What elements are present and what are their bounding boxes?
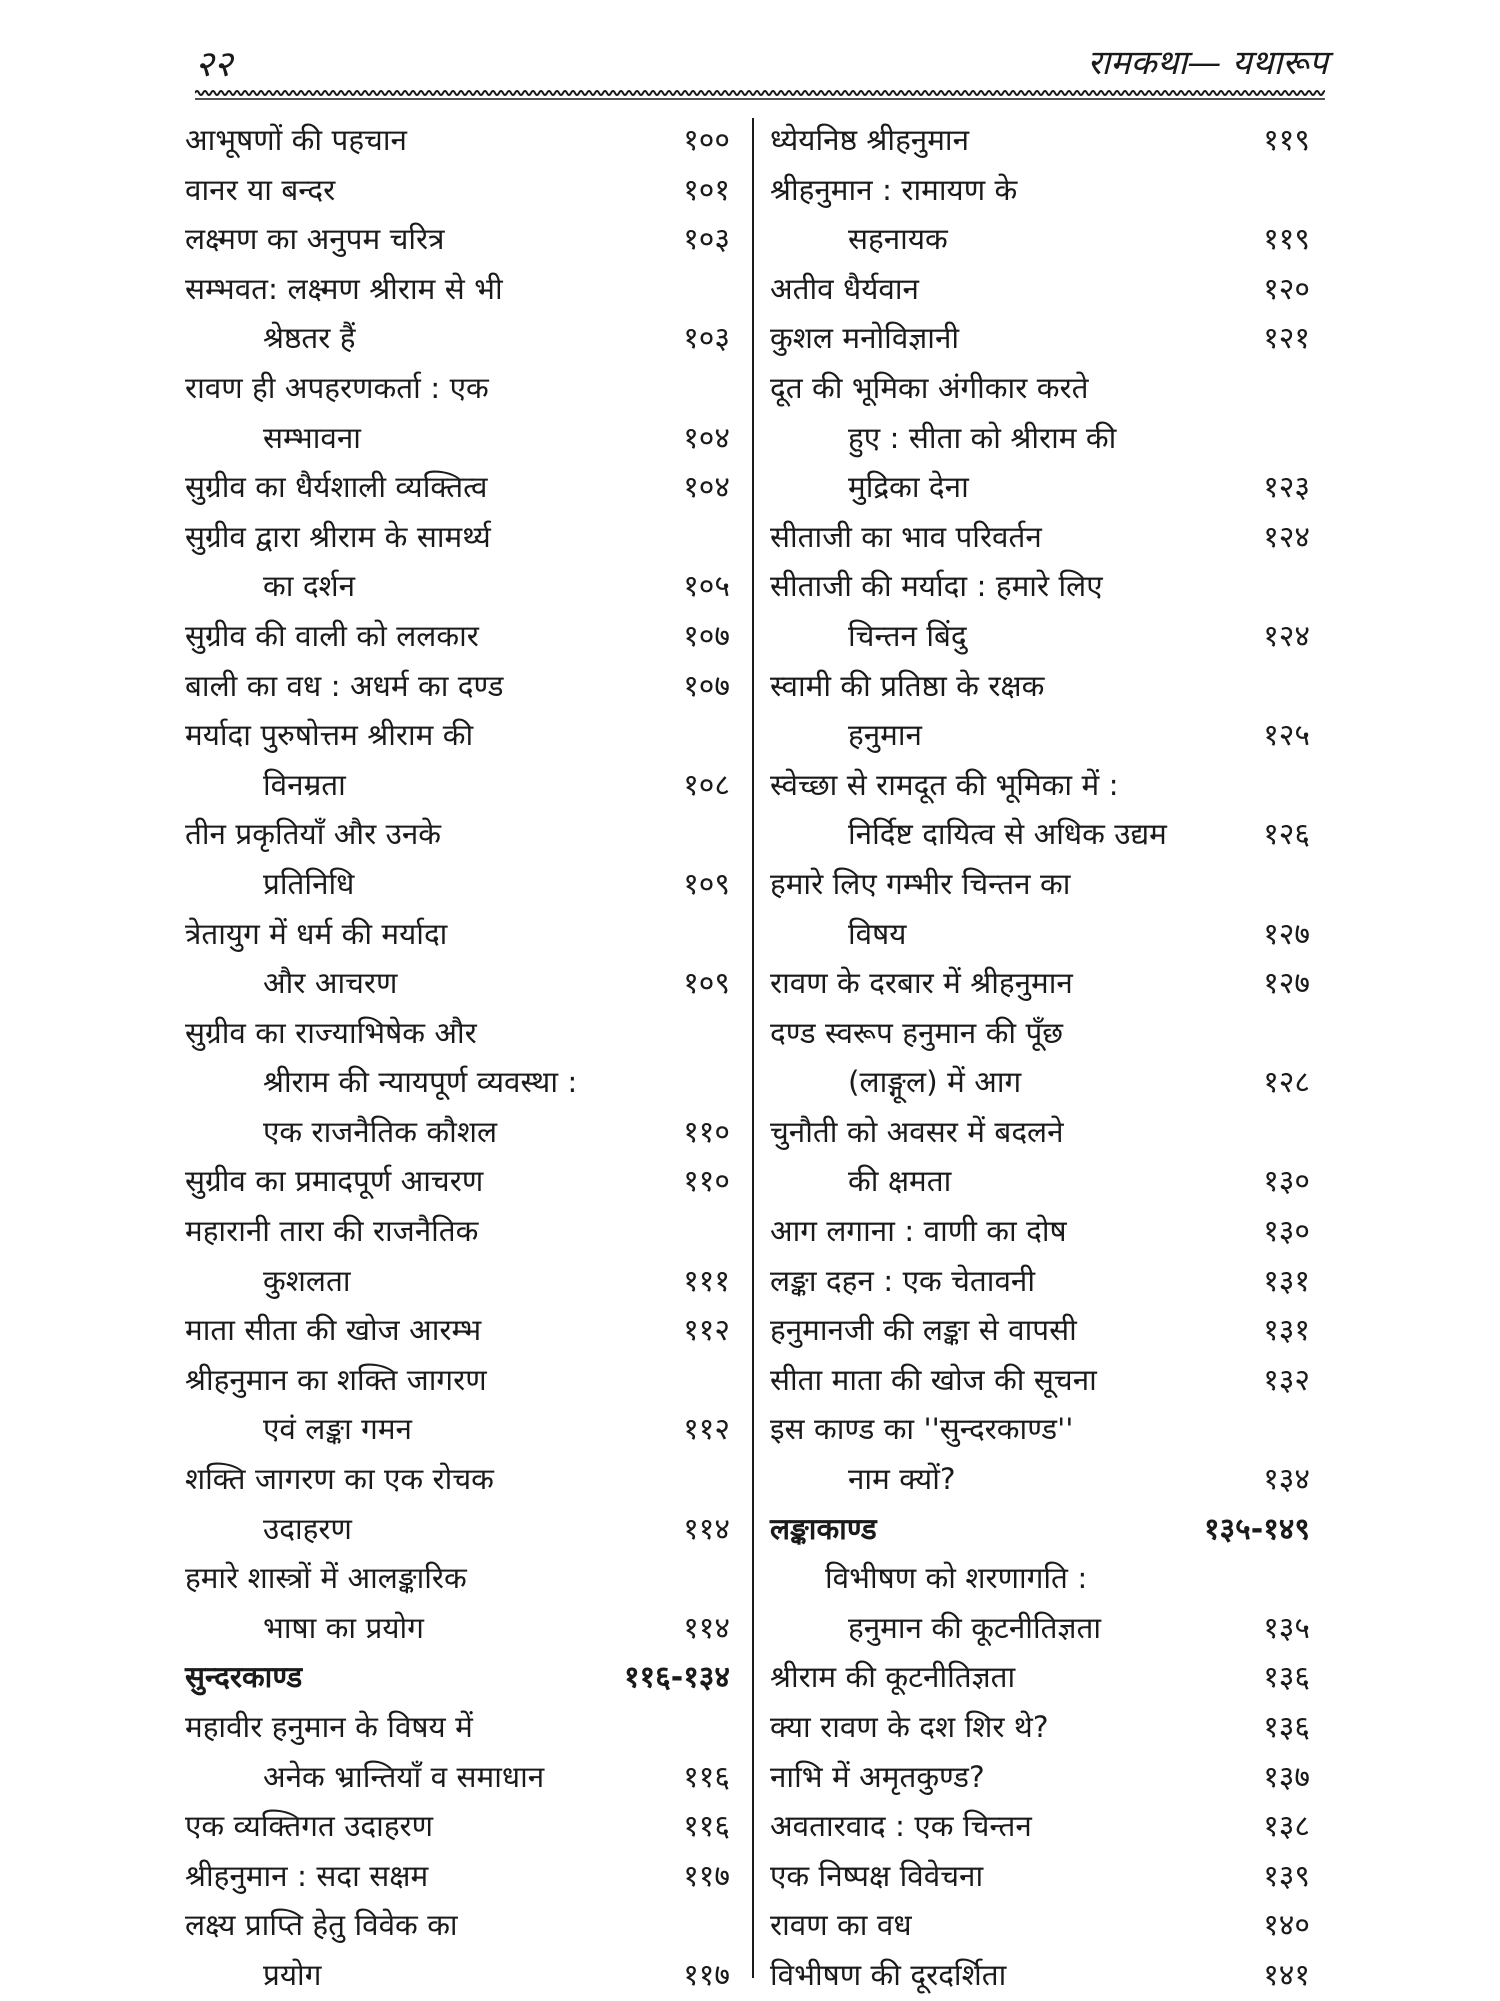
entry-page: १२१ <box>1263 321 1310 357</box>
entry-page: १३० <box>1263 1164 1310 1200</box>
toc-entry <box>770 1207 1310 1257</box>
section-heading-lankakand <box>770 1505 1310 1555</box>
entry-title: हनुमान की कूटनीतिज्ञता <box>848 1610 1102 1645</box>
entry-page: १०८ <box>683 767 730 803</box>
entry-page: १३९ <box>1263 1858 1310 1894</box>
entry-title: महारानी तारा की राजनैतिक <box>185 1214 479 1249</box>
toc-entry <box>770 1802 1310 1852</box>
toc-entry <box>185 1058 730 1108</box>
section-title: लङ्काकाण्ड <box>770 1511 877 1546</box>
entry-title: रावण का वध <box>770 1908 912 1943</box>
entry-title: मुद्रिका देना <box>848 470 969 505</box>
toc-entry <box>185 364 730 414</box>
entry-page: १०३ <box>683 222 730 258</box>
toc-entry <box>185 1157 730 1207</box>
entry-title: का दर्शन <box>263 569 356 604</box>
toc-entry <box>770 910 1310 960</box>
entry-title: रावण ही अपहरणकर्ता : एक <box>185 370 489 405</box>
entry-title: विभीषण को शरणागति : <box>825 1561 1088 1596</box>
toc-entry <box>185 513 730 563</box>
toc-entry <box>185 1009 730 1059</box>
entry-title: श्रीहनुमान का शक्ति जागरण <box>185 1362 487 1397</box>
entry-title: एक व्यक्तिगत उदाहरण <box>185 1809 434 1844</box>
entry-page: १२३ <box>1263 470 1310 506</box>
entry-title: श्रीराम की न्यायपूर्ण व्यवस्था : <box>263 1065 578 1100</box>
toc-entry <box>770 116 1310 166</box>
toc-entry <box>185 1405 730 1455</box>
entry-page: १२६ <box>1263 817 1310 853</box>
entry-title: बाली का वध : अधर्म का दण्ड <box>185 668 504 703</box>
toc-entry <box>185 761 730 811</box>
toc-entry <box>770 1306 1310 1356</box>
entry-title: आभूषणों की पहचान <box>185 123 407 157</box>
entry-title: शक्ति जागरण का एक रोचक <box>185 1462 494 1497</box>
entry-page: १०३ <box>683 321 730 357</box>
toc-entry <box>770 265 1310 315</box>
toc-entry <box>185 1455 730 1505</box>
entry-title: अवतारवाद : एक चिन्तन <box>770 1809 1032 1844</box>
toc-entry <box>770 1257 1310 1307</box>
toc-entry <box>185 810 730 860</box>
entry-page: १४० <box>1263 1908 1310 1944</box>
entry-page: १३५ <box>1263 1610 1310 1646</box>
toc-entry <box>185 1306 730 1356</box>
entry-title: एक निष्पक्ष विवेचना <box>770 1858 984 1893</box>
entry-title: हनुमानजी की लङ्का से वापसी <box>770 1313 1077 1348</box>
toc-entry <box>185 910 730 960</box>
toc-entry <box>770 860 1310 910</box>
entry-title: सुग्रीव का धैर्यशाली व्यक्तित्व <box>185 470 488 505</box>
entry-title: नाम क्यों? <box>848 1462 956 1497</box>
entry-title: क्या रावण के दश शिर थे? <box>770 1710 1049 1744</box>
entry-title: श्रीराम की कूटनीतिज्ञता <box>770 1660 1016 1695</box>
entry-title: तीन प्रकृतियाँ और उनके <box>185 817 441 852</box>
toc-entry <box>770 1405 1310 1455</box>
toc-entry <box>770 1455 1310 1505</box>
entry-page: १०१ <box>683 172 730 208</box>
entry-page: ११६ <box>683 1759 730 1795</box>
entry-page: ११० <box>683 1164 730 1200</box>
toc-entry <box>770 1852 1310 1902</box>
entry-title: स्वेच्छा से रामदूत की भूमिका में : <box>770 767 1119 802</box>
toc-entry <box>185 314 730 364</box>
entry-title: निर्दिष्ट दायित्व से अधिक उद्यम <box>848 817 1167 852</box>
entry-page: ११७ <box>683 1858 730 1894</box>
entry-page: १०४ <box>683 420 730 456</box>
entry-page: १३७ <box>1263 1759 1310 1795</box>
entry-page: १३१ <box>1263 1263 1310 1299</box>
entry-title: लङ्का दहन : एक चेतावनी <box>770 1263 1036 1298</box>
entry-title: चुनौती को अवसर में बदलने <box>770 1114 1064 1149</box>
entry-page: १२४ <box>1263 519 1310 555</box>
toc-entry <box>185 1505 730 1555</box>
entry-page: १२५ <box>1263 718 1310 754</box>
toc-entry <box>770 215 1310 265</box>
entry-page: १०० <box>683 123 730 158</box>
entry-title: प्रयोग <box>263 1957 322 1992</box>
entry-title: स्वामी की प्रतिष्ठा के रक्षक <box>770 668 1045 703</box>
toc-entry <box>185 1901 730 1951</box>
section-page-range: ११६-१३४ <box>623 1660 730 1696</box>
toc-entry <box>770 1951 1310 2001</box>
toc-entry <box>185 1951 730 2001</box>
toc-entry <box>770 513 1310 563</box>
toc-entry <box>770 810 1310 860</box>
entry-page: ११४ <box>683 1511 730 1547</box>
entry-page: १०७ <box>683 618 730 654</box>
entry-title: दूत की भूमिका अंगीकार करते <box>770 370 1089 405</box>
entry-page: १२० <box>1263 271 1310 307</box>
entry-title: कुशल मनोविज्ञानी <box>770 321 960 356</box>
entry-page: ११० <box>683 1114 730 1150</box>
toc-entry <box>185 1852 730 1902</box>
entry-title: सीता माता की खोज की सूचना <box>770 1362 1097 1397</box>
entry-page: १३० <box>1263 1214 1310 1250</box>
header-wavy-rule <box>195 88 1325 102</box>
entry-page: ११४ <box>683 1610 730 1646</box>
entry-page: १३१ <box>1263 1313 1310 1349</box>
toc-entry <box>770 1604 1310 1654</box>
entry-title: कुशलता <box>263 1263 351 1298</box>
toc-entry <box>770 364 1310 414</box>
entry-title: इस काण्ड का ''सुन्दरकाण्ड'' <box>770 1412 1074 1447</box>
toc-left-column <box>185 116 730 2001</box>
entry-title: लक्ष्य प्राप्ति हेतु विवेक का <box>185 1908 458 1943</box>
entry-page: १२७ <box>1263 966 1310 1002</box>
entry-title: विभीषण की दूरदर्शिता <box>770 1957 1007 1992</box>
toc-entry <box>185 1703 730 1753</box>
entry-title: की क्षमता <box>848 1164 952 1199</box>
entry-page: ११२ <box>683 1412 730 1448</box>
toc-entry <box>185 662 730 712</box>
toc-entry <box>185 1753 730 1803</box>
toc-entry <box>185 1207 730 1257</box>
entry-title: और आचरण <box>263 966 398 1001</box>
entry-title: सीताजी का भाव परिवर्तन <box>770 519 1042 554</box>
toc-entry <box>770 1157 1310 1207</box>
entry-title: सुग्रीव द्वारा श्रीराम के सामर्थ्य <box>185 519 491 554</box>
entry-title: विषय <box>848 916 907 951</box>
entry-title: हनुमान <box>848 718 922 753</box>
toc-entry <box>185 1604 730 1654</box>
toc-entry <box>770 1753 1310 1803</box>
entry-page: ११२ <box>683 1313 730 1349</box>
toc-entry <box>770 1653 1310 1703</box>
entry-title: प्रतिनिधि <box>263 866 355 901</box>
entry-page: १०४ <box>683 470 730 506</box>
page-number: २२ <box>195 44 233 85</box>
toc-entry <box>770 562 1310 612</box>
entry-title: सहनायक <box>848 222 948 257</box>
entry-page: ११६ <box>683 1809 730 1845</box>
entry-page: ११७ <box>683 1957 730 1993</box>
entry-title: हुए : सीता को श्रीराम की <box>848 420 1117 455</box>
toc-entry <box>770 711 1310 761</box>
toc-entry <box>185 1108 730 1158</box>
entry-title: सम्भावना <box>263 420 361 455</box>
toc-entry <box>185 1356 730 1406</box>
entry-page: १३४ <box>1263 1462 1310 1498</box>
entry-title: श्रेष्ठतर हैं <box>263 321 356 356</box>
toc-entry <box>185 711 730 761</box>
entry-page: १२७ <box>1263 916 1310 952</box>
entry-title: त्रेतायुग में धर्म की मर्यादा <box>185 916 448 951</box>
toc-entry <box>770 1554 1310 1604</box>
entry-title: भाषा का प्रयोग <box>263 1610 424 1645</box>
toc-entry <box>770 1009 1310 1059</box>
entry-title: ध्येयनिष्ठ श्रीहनुमान <box>770 123 970 157</box>
toc-entry <box>770 166 1310 216</box>
entry-title: आग लगाना : वाणी का दोष <box>770 1214 1067 1249</box>
entry-page: १०९ <box>683 866 730 902</box>
toc-entry <box>185 166 730 216</box>
toc-entry <box>770 314 1310 364</box>
toc-entry <box>770 1703 1310 1753</box>
entry-title: एवं लङ्का गमन <box>263 1412 412 1447</box>
entry-page: १११ <box>683 1263 730 1299</box>
entry-title: वानर या बन्दर <box>185 172 336 207</box>
toc-entry <box>770 959 1310 1009</box>
entry-title: सुग्रीव का राज्याभिषेक और <box>185 1015 477 1050</box>
entry-page: १०७ <box>683 668 730 704</box>
toc-entry <box>185 1802 730 1852</box>
toc-entry <box>770 1901 1310 1951</box>
entry-page: १३२ <box>1263 1362 1310 1398</box>
entry-title: श्रीहनुमान : रामायण के <box>770 172 1018 207</box>
toc-entry <box>185 463 730 513</box>
entry-title: मर्यादा पुरुषोत्तम श्रीराम की <box>185 718 474 753</box>
toc-entry <box>770 1108 1310 1158</box>
entry-page: १२४ <box>1263 618 1310 654</box>
entry-title: लक्ष्मण का अनुपम चरित्र <box>185 222 445 257</box>
entry-title: सीताजी की मर्यादा : हमारे लिए <box>770 569 1103 604</box>
toc-entry <box>185 1554 730 1604</box>
section-title: सुन्दरकाण्ड <box>185 1660 303 1695</box>
toc-entry <box>770 761 1310 811</box>
entry-title: सुग्रीव का प्रमादपूर्ण आचरण <box>185 1164 484 1199</box>
running-title: रामकथा— यथारूप <box>1087 43 1328 83</box>
entry-page: ११९ <box>1263 222 1310 258</box>
toc-entry <box>185 215 730 265</box>
toc-entry <box>770 463 1310 513</box>
entry-title: श्रीहनुमान : सदा सक्षम <box>185 1858 429 1893</box>
toc-entry <box>185 612 730 662</box>
entry-page: १३६ <box>1263 1710 1310 1745</box>
entry-title: अनेक भ्रान्तियाँ व समाधान <box>263 1759 545 1794</box>
toc-right-column <box>770 116 1310 2001</box>
toc-entry <box>770 1058 1310 1108</box>
entry-title: नाभि में अमृतकुण्ड? <box>770 1759 985 1794</box>
entry-title: (लाङ्गूल) में आग <box>848 1065 1022 1100</box>
entry-title: चिन्तन बिंदु <box>848 618 967 653</box>
toc-entry <box>185 562 730 612</box>
toc-entry <box>770 612 1310 662</box>
entry-title: रावण के दरबार में श्रीहनुमान <box>770 966 1073 1001</box>
entry-title: एक राजनैतिक कौशल <box>263 1114 498 1149</box>
entry-title: सुग्रीव की वाली को ललकार <box>185 618 479 653</box>
column-divider <box>752 118 754 1978</box>
entry-title: महावीर हनुमान के विषय में <box>185 1710 473 1744</box>
entry-title: उदाहरण <box>263 1511 352 1546</box>
entry-title: हमारे लिए गम्भीर चिन्तन का <box>770 866 1071 901</box>
toc-entry <box>770 414 1310 464</box>
entry-title: विनम्रता <box>263 767 346 802</box>
toc-entry <box>185 1257 730 1307</box>
toc-entry <box>185 860 730 910</box>
toc-entry <box>185 959 730 1009</box>
toc-entry <box>185 414 730 464</box>
entry-page: १३८ <box>1263 1809 1310 1845</box>
entry-page: १२८ <box>1263 1065 1310 1101</box>
entry-page: १०९ <box>683 966 730 1002</box>
entry-page: १०५ <box>683 569 730 605</box>
entry-page: ११९ <box>1263 123 1310 158</box>
entry-title: हमारे शास्त्रों में आलङ्कारिक <box>185 1561 467 1596</box>
toc-entry <box>185 116 730 166</box>
entry-title: अतीव धैर्यवान <box>770 271 919 306</box>
section-page-range: १३५-१४९ <box>1203 1511 1310 1547</box>
entry-page: १३६ <box>1263 1660 1310 1696</box>
entry-title: सम्भवत: लक्ष्मण श्रीराम से भी <box>185 271 503 306</box>
toc-entry <box>770 662 1310 712</box>
entry-title: दण्ड स्वरूप हनुमान की पूँछ <box>770 1015 1064 1050</box>
section-heading-sundarkand <box>185 1653 730 1703</box>
entry-page: १४१ <box>1263 1957 1310 1993</box>
toc-entry <box>185 265 730 315</box>
entry-title: माता सीता की खोज आरम्भ <box>185 1313 482 1348</box>
toc-entry <box>770 1356 1310 1406</box>
